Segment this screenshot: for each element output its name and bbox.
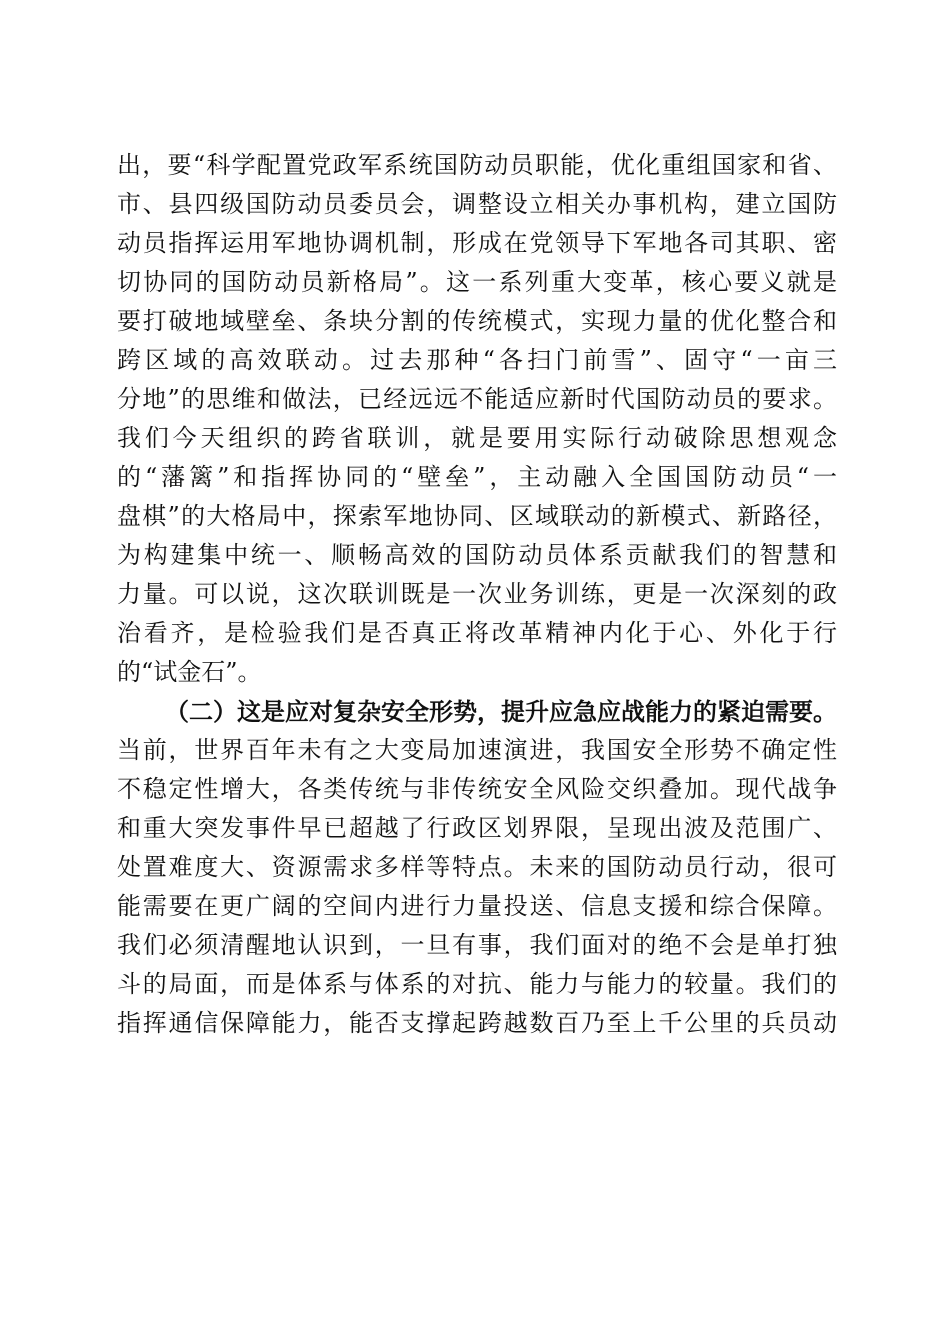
text-line: 处置难度大、资源需求多样等特点。未来的国防动员行动，很可 — [117, 853, 837, 881]
text-line: 我们今天组织的跨省联训，就是要用实际行动破除思想观念 — [117, 424, 837, 452]
text-line: 我们必须清醒地认识到，一旦有事，我们面对的绝不会是单打独 — [117, 931, 837, 959]
text-line: 的“试金石”。 — [117, 658, 262, 686]
body-text — [117, 146, 837, 1043]
text-line: 能需要在更广阔的空间内进行力量投送、信息支援和综合保障。 — [117, 892, 837, 920]
text-line: 力量。可以说，这次联训既是一次业务训练，更是一次深刻的政 — [117, 580, 837, 608]
text-line: 盘棋”的大格局中，探索军地协同、区域联动的新模式、新路径， — [117, 502, 837, 530]
text-line: 切协同的国防动员新格局”。这一系列重大变革，核心要义就是 — [117, 268, 837, 296]
text-line: 跨区域的高效联动。过去那种“各扫门前雪”、固守“一亩三 — [117, 346, 837, 374]
text-line: 斗的局面，而是体系与体系的对抗、能力与能力的较量。我们的 — [117, 970, 837, 998]
text-line: 出，要“科学配置党政军系统国防动员职能，优化重组国家和省、 — [117, 151, 837, 179]
text-line: 指挥通信保障能力，能否支撑起跨越数百乃至上千公里的兵员动 — [117, 1009, 837, 1037]
text-line: 当前，世界百年未有之大变局加速演进，我国安全形势不确定性 — [117, 736, 837, 764]
text-line: 不稳定性增大，各类传统与非传统安全风险交织叠加。现代战争 — [117, 775, 837, 803]
text-line: 动员指挥运用军地协调机制，形成在党领导下军地各司其职、密 — [117, 229, 837, 257]
text-line: 治看齐，是检验我们是否真正将改革精神内化于心、外化于行 — [117, 619, 837, 647]
text-line: 要打破地域壁垒、条块分割的传统模式，实现力量的优化整合和 — [117, 307, 837, 335]
text-line: 市、县四级国防动员委员会，调整设立相关办事机构，建立国防 — [117, 190, 837, 218]
text-line: 和重大突发事件早已超越了行政区划界限，呈现出波及范围广、 — [117, 814, 837, 842]
text-line: 为构建集中统一、顺畅高效的国防动员体系贡献我们的智慧和 — [117, 541, 837, 569]
text-line: 分地”的思维和做法，已经远远不能适应新时代国防动员的要求。 — [117, 385, 837, 413]
text-line: 的“藩篱”和指挥协同的“壁垒”，主动融入全国国防动员“一 — [117, 463, 837, 491]
section-heading: （二）这是应对复杂安全形势，提升应急应战能力的紧迫需要。 — [165, 697, 837, 726]
